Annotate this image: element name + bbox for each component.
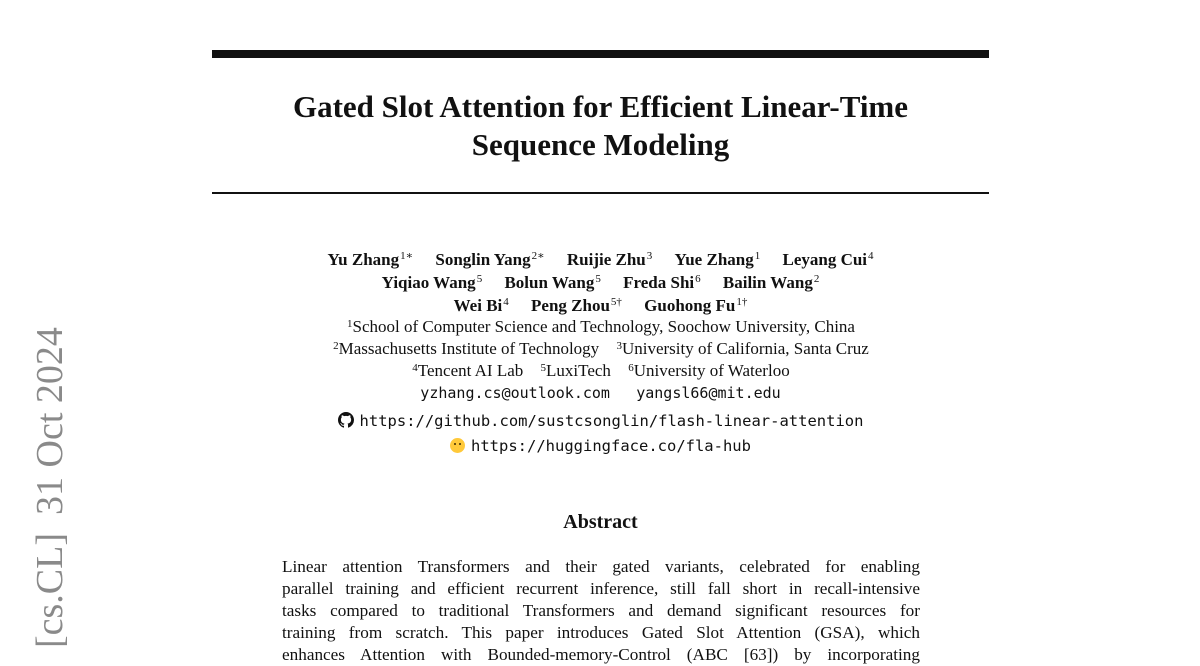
affiliation: $^2$Massachusetts Institute of Technology <box>333 339 600 358</box>
title-line-2: Sequence Modeling <box>471 127 730 162</box>
author-line-2 <box>212 271 989 294</box>
email-address[interactable]: yzhang.cs@outlook.com <box>420 384 610 402</box>
author: Guohong $Fu^{1\dagger}$ <box>644 296 748 315</box>
author: Songlin Yang$^{2∗}$ <box>435 250 545 269</box>
paper-title <box>212 88 989 164</box>
author: Ruijie Zhu$^3$ <box>566 250 653 269</box>
abstract-line: training from scratch. This paper introduces Gated Slot Attention (GSA), which <box>282 623 920 642</box>
affiliation-list <box>212 316 989 404</box>
author: Yiqiao Wang$^5$ <box>381 273 483 292</box>
affiliation: $^3$University of California, Santa Cruz <box>616 339 869 358</box>
author-line-3 <box>212 294 989 317</box>
github-link[interactable]: https://github.com/sustcsonglin/flash-linear-attention <box>359 412 864 430</box>
abstract-line: Linear attention Transformers and their gated variants, celebrated for enabling <box>282 557 920 576</box>
huggingface-icon <box>450 438 465 453</box>
abstract-body <box>282 556 920 666</box>
author: Leyang Cui$^4$ <box>782 250 874 269</box>
title-line-1: Gated Slot Attention for Efficient Linear-Time <box>292 89 909 124</box>
abstract-line: tasks compared to traditional Transformers and demand significant resources for <box>282 601 920 620</box>
author-line-1 <box>212 248 989 271</box>
affiliation-line-2 <box>212 338 989 360</box>
github-icon <box>338 412 354 435</box>
github-link-line <box>212 410 989 435</box>
arxiv-category: [cs.CL] <box>29 532 71 648</box>
abstract-heading: Abstract <box>563 511 638 533</box>
project-links <box>212 410 989 458</box>
affiliation-line-1 <box>212 316 989 338</box>
affiliation: $^1$School of Computer Science and Technology, Soochow University, China <box>347 317 855 336</box>
abstract-line: enhances Attention with Bounded-memory-Control (ABC [63]) by incorporating <box>282 645 920 664</box>
huggingface-link[interactable]: https://huggingface.co/fla-hub <box>471 437 751 455</box>
abstract-line: parallel training and efficient recurrent inference, still fall short in recall-intensive <box>282 579 920 598</box>
top-rule <box>212 50 989 58</box>
affiliation: $^5$LuxiTech <box>540 361 611 380</box>
author: Wei Bi$^4$ <box>453 296 509 315</box>
author: Peng Zhou$^{5\dagger}$ <box>531 296 622 315</box>
affiliation: $^4$Tencent AI Lab <box>412 361 524 380</box>
arxiv-date: 31 Oct 2024 <box>29 327 71 515</box>
email-address[interactable]: yangsl66@mit.edu <box>636 384 781 402</box>
author: Bailin Wang$^2$ <box>722 273 820 292</box>
email-line <box>212 382 989 404</box>
author: Freda Shi$^6$ <box>623 273 701 292</box>
author-list <box>212 248 989 317</box>
title-rule <box>212 192 989 194</box>
author: Bolun Wang$^5$ <box>504 273 601 292</box>
huggingface-link-line <box>212 435 989 458</box>
author: Yue Zhang$^1$ <box>674 250 761 269</box>
author: Yu Zhang$^{1∗}$ <box>327 250 414 269</box>
affiliation: $^6$University of Waterloo <box>628 361 790 380</box>
arxiv-sidebar-stamp <box>28 327 72 648</box>
affiliation-line-3 <box>212 360 989 382</box>
